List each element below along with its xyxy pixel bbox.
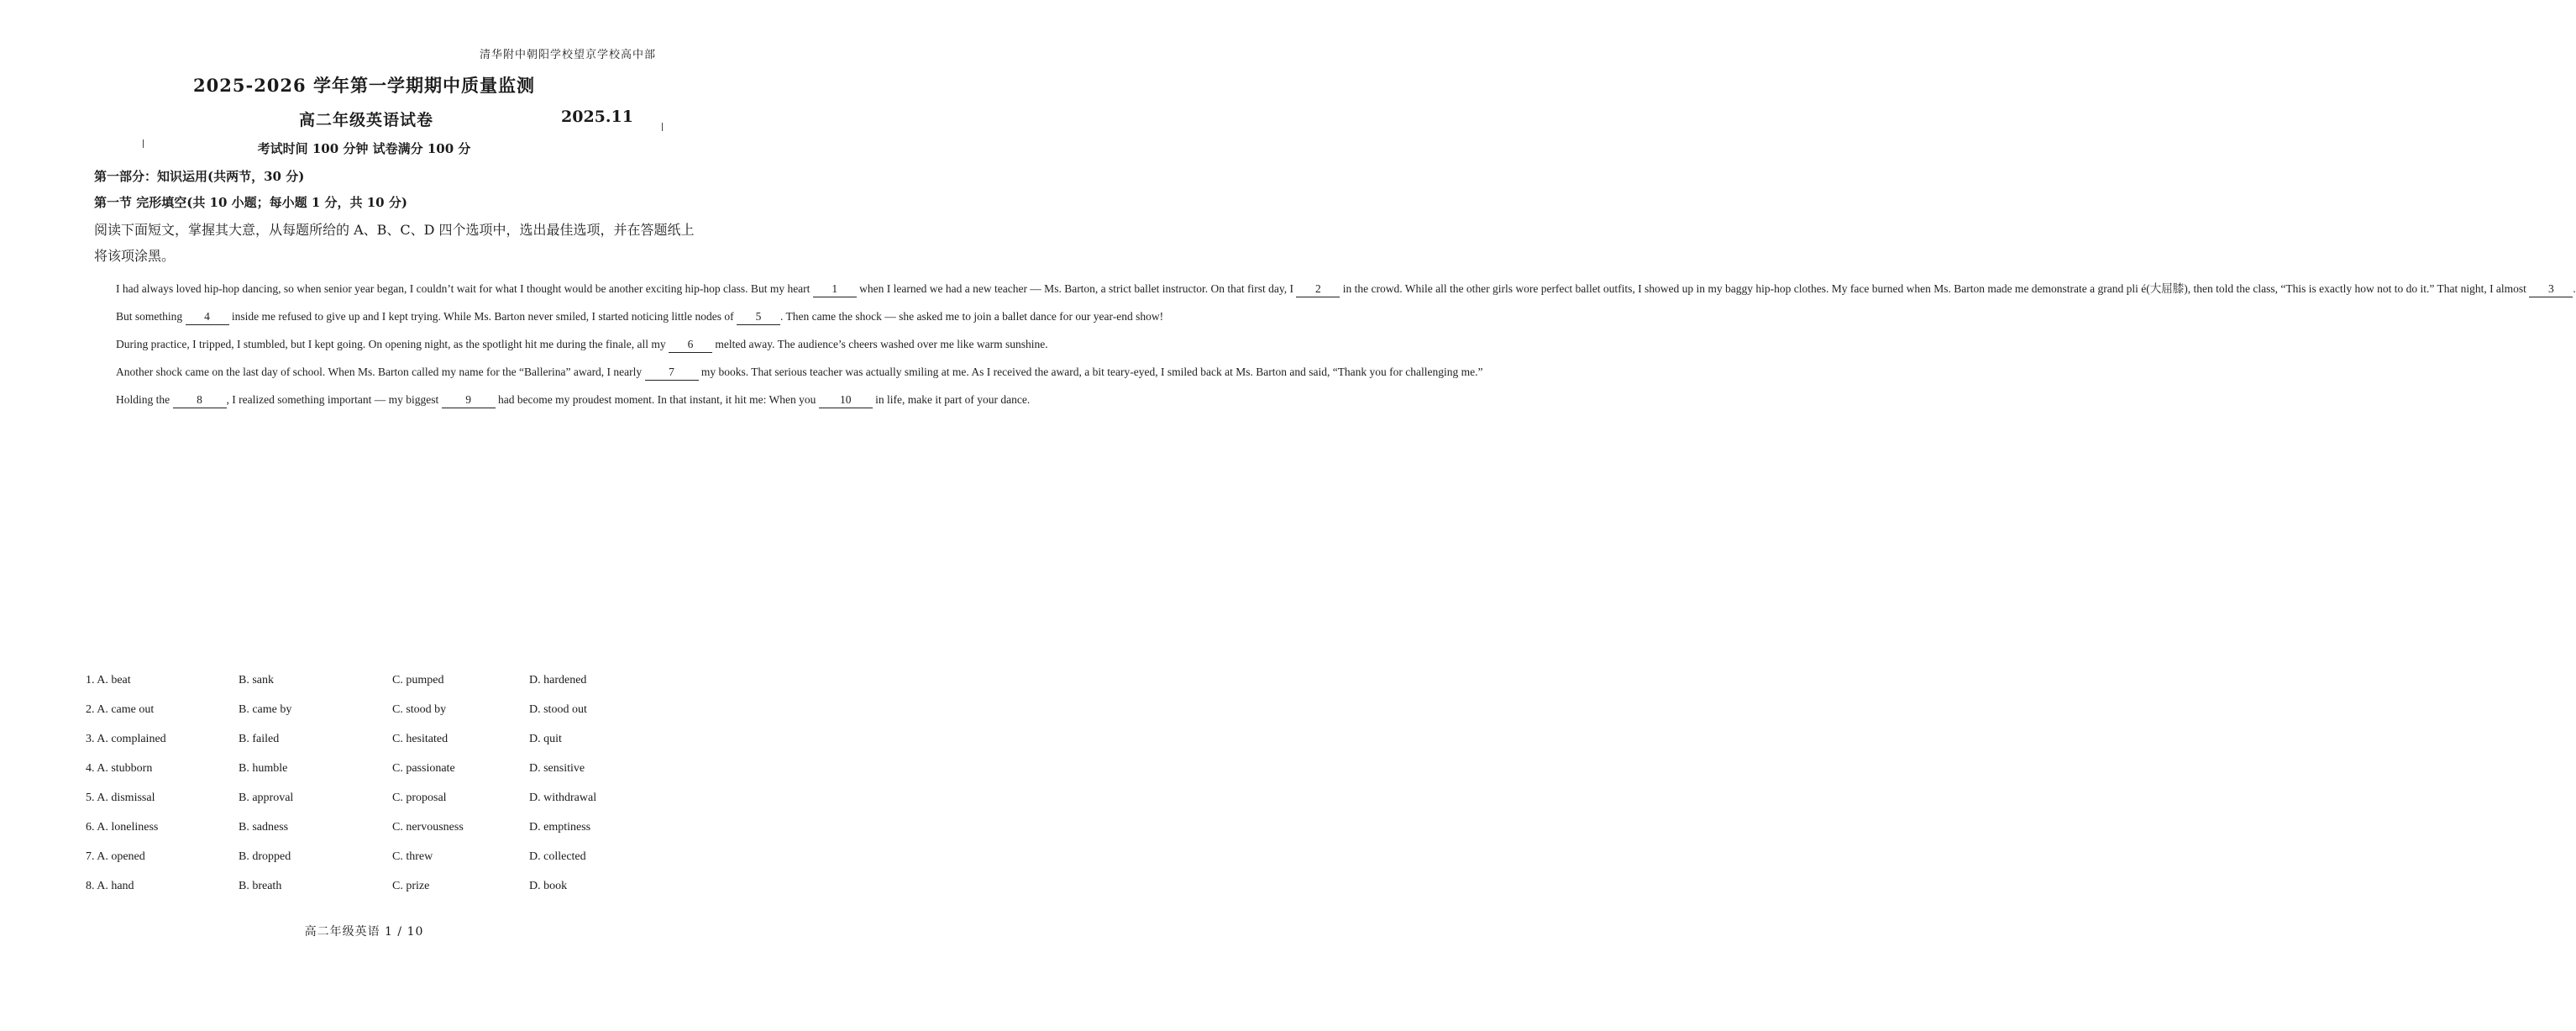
option-c[interactable]: C. threw [392, 850, 433, 863]
passage-text: . Then came the shock — she asked me to join a ballet dance for our year-end show! [780, 310, 1164, 323]
option-c[interactable]: C. prize [392, 879, 430, 892]
question-number: 2. [86, 702, 95, 716]
paragraph-2 [91, 302, 1164, 330]
paragraph-4 [91, 358, 1483, 386]
option-c[interactable]: C. passionate [392, 761, 455, 775]
option-a [86, 792, 239, 805]
option-b[interactable]: B. breath [239, 879, 282, 892]
passage-text: melted away. The audience’s cheers washed over me like warm sunshine. [712, 338, 1048, 350]
option-d[interactable]: D. quit [529, 732, 562, 745]
option-a-label[interactable]: A. hand [97, 879, 134, 892]
option-b[interactable]: B. failed [239, 732, 280, 745]
passage-text: when I learned we had a new teacher — Ms. Barton, a strict ballet instructor. On that first day, I [856, 282, 1297, 295]
option-row-5 [86, 783, 699, 813]
option-d[interactable]: D. hardened [529, 673, 587, 686]
exam-title: 2025-2026 学年第一学期期中质量监测 [193, 75, 535, 96]
cloze-passage [91, 275, 2576, 413]
option-row-7 [86, 842, 699, 871]
blank-8: 8 [173, 392, 227, 408]
option-b[interactable]: B. dropped [239, 850, 291, 863]
passage-text: in the crowd. While all the other girls wore perfect ballet outfits, I showed up in my baggy hip-hop clothes. My face burned when Ms. Barton made me demonstrate a grand pli é(大屈膝), then told the class, “This is exactly how not to do it.” That night, I almost [1340, 282, 2530, 295]
option-d[interactable]: D. stood out [529, 702, 587, 716]
option-a [86, 762, 239, 776]
scan-mark [662, 123, 663, 131]
option-row-3 [86, 724, 699, 754]
question-number: 3. [86, 732, 95, 745]
question-number: 1. [86, 673, 95, 686]
scan-mark [143, 139, 144, 148]
option-row-4 [86, 754, 699, 783]
passage-text: I had always loved hip-hop dancing, so when senior year began, I couldn’t wait for what I thought would be another exciting hip-hop class. But my heart [116, 282, 813, 295]
option-a [86, 821, 239, 834]
page-footer: 高二年级英语 1 / 10 [304, 925, 424, 939]
passage-text: . [2573, 282, 2576, 295]
blank-10: 10 [819, 392, 873, 408]
option-a-label[interactable]: A. came out [97, 702, 155, 716]
option-a [86, 880, 239, 893]
option-d[interactable]: D. emptiness [529, 820, 591, 834]
passage-text: , I realized something important — my biggest [226, 393, 442, 406]
question-number: 8. [86, 879, 95, 892]
paragraph-3 [91, 330, 1048, 358]
option-row-6 [86, 813, 699, 842]
blank-1: 1 [813, 281, 857, 297]
blank-3: 3 [2529, 281, 2573, 297]
options-table [86, 665, 699, 901]
option-b[interactable]: B. humble [239, 761, 288, 775]
option-c[interactable]: C. nervousness [392, 820, 464, 834]
passage-text: During practice, I tripped, I stumbled, but I kept going. On opening night, as the spotlight hit me during the finale, all my [116, 338, 669, 350]
option-d[interactable]: D. book [529, 879, 568, 892]
option-d[interactable]: D. withdrawal [529, 791, 597, 804]
blank-5: 5 [737, 309, 780, 325]
blank-4: 4 [186, 309, 229, 325]
passage-text: inside me refused to give up and I kept trying. While Ms. Barton never smiled, I started noticing little nodes of [228, 310, 737, 323]
passage-text: in life, make it part of your dance. [872, 393, 1031, 406]
passage-text: had become my proudest moment. In that instant, it hit me: When you [495, 393, 819, 406]
question-number: 5. [86, 791, 95, 804]
option-a [86, 850, 239, 864]
option-a-label[interactable]: A. beat [97, 673, 131, 686]
option-a-label[interactable]: A. stubborn [97, 761, 153, 775]
option-b[interactable]: B. sadness [239, 820, 289, 834]
passage-text: Another shock came on the last day of school. When Ms. Barton called my name for the “Ballerina” award, I nearly [116, 366, 645, 378]
option-a-label[interactable]: A. loneliness [97, 820, 159, 834]
blank-9: 9 [442, 392, 496, 408]
option-c[interactable]: C. proposal [392, 791, 447, 804]
blank-7: 7 [645, 365, 699, 381]
part-heading: 第一部分：知识运用(共两节，30 分) [94, 169, 305, 184]
paragraph-1 [91, 275, 2576, 302]
option-d[interactable]: D. collected [529, 850, 586, 863]
section-heading: 第一节 完形填空(共 10 小题；每小题 1 分，共 10 分) [94, 195, 407, 210]
option-c[interactable]: C. hesitated [392, 732, 449, 745]
option-row-8 [86, 871, 699, 901]
passage-text: my books. That serious teacher was actually smiling at me. As I received the award, a bit teary-eyed, I smiled back at Ms. Barton and said, “Thank you for challenging me.” [698, 366, 1483, 378]
blank-6: 6 [669, 337, 712, 353]
passage-text: Holding the [116, 393, 173, 406]
option-a-label[interactable]: A. dismissal [97, 791, 155, 804]
exam-info: 考试时间 100 分钟 试卷满分 100 分 [257, 141, 471, 156]
option-a [86, 674, 239, 687]
option-b[interactable]: B. sank [239, 673, 274, 686]
exam-date: 2025.11 [561, 108, 633, 126]
passage-text: But something [116, 310, 186, 323]
option-row-2 [86, 695, 699, 724]
option-a [86, 703, 239, 717]
option-d[interactable]: D. sensitive [529, 761, 585, 775]
option-row-1 [86, 665, 699, 695]
option-b[interactable]: B. approval [239, 791, 294, 804]
blank-2: 2 [1296, 281, 1340, 297]
option-b[interactable]: B. came by [239, 702, 292, 716]
option-c[interactable]: C. stood by [392, 702, 447, 716]
option-a-label[interactable]: A. opened [97, 850, 145, 863]
school-name: 清华附中朝阳学校望京学校高中部 [479, 49, 656, 61]
exam-subtitle: 高二年级英语试卷 [299, 111, 434, 129]
question-number: 4. [86, 761, 95, 775]
option-a [86, 733, 239, 746]
question-number: 6. [86, 820, 95, 834]
paragraph-5 [91, 386, 1031, 413]
option-c[interactable]: C. pumped [392, 673, 444, 686]
question-number: 7. [86, 850, 95, 863]
option-a-label[interactable]: A. complained [97, 732, 166, 745]
instructions: 阅读下面短文，掌握其大意，从每题所给的 A、B、C、D 四个选项中，选出最佳选项，并在答题纸上将该项涂黑。 [94, 222, 695, 264]
